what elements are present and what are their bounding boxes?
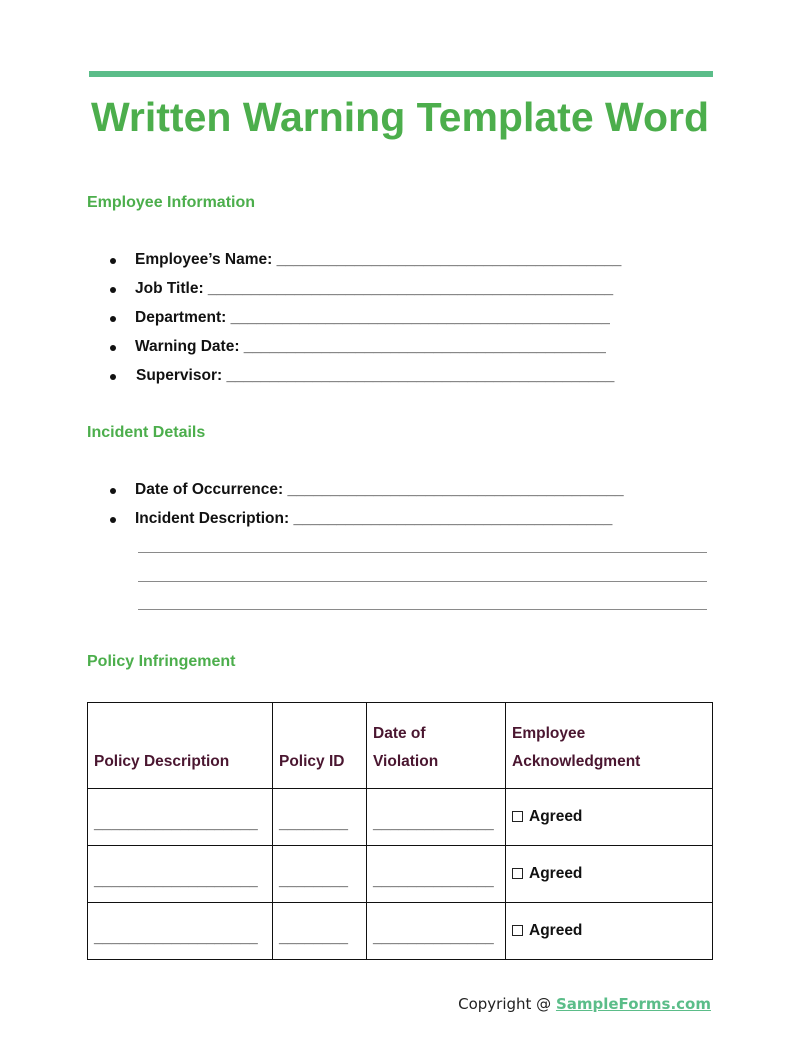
bullet-icon bbox=[110, 258, 116, 264]
cell-acknowledgment[interactable] bbox=[506, 903, 713, 960]
agreed-label: Agreed bbox=[529, 808, 583, 825]
description-line[interactable] bbox=[138, 552, 707, 553]
bullet-icon bbox=[110, 345, 116, 351]
section-heading-policy-infringement: Policy Infringement bbox=[87, 653, 236, 670]
bullet-icon bbox=[110, 287, 116, 293]
field-label: Incident Description: _____________________________________ bbox=[135, 510, 613, 527]
column-header-policy-description: Policy Description bbox=[88, 703, 273, 789]
checkbox-icon[interactable] bbox=[512, 868, 523, 879]
bullet-icon bbox=[110, 488, 116, 494]
table-row bbox=[88, 903, 713, 960]
cell-date-of-violation[interactable]: ______________ bbox=[367, 903, 506, 960]
table-row bbox=[88, 846, 713, 903]
document-title: Written Warning Template Word bbox=[90, 94, 710, 140]
cell-policy-description[interactable]: ___________________ bbox=[88, 789, 273, 846]
cell-policy-id[interactable]: ________ bbox=[273, 903, 367, 960]
policy-infringement-table bbox=[87, 702, 713, 960]
field-label: Job Title: _______________________________________________ bbox=[135, 280, 614, 297]
cell-date-of-violation[interactable]: ______________ bbox=[367, 789, 506, 846]
cell-acknowledgment[interactable] bbox=[506, 789, 713, 846]
checkbox-icon[interactable] bbox=[512, 925, 523, 936]
footer-copyright bbox=[458, 995, 711, 1013]
table-header-row bbox=[88, 703, 713, 789]
field-label: Date of Occurrence: _______________________________________ bbox=[135, 481, 624, 498]
bullet-icon bbox=[110, 374, 116, 380]
column-header-employee-acknowledgment bbox=[506, 703, 713, 789]
cell-policy-description[interactable]: ___________________ bbox=[88, 846, 273, 903]
field-label: Warning Date: __________________________________________ bbox=[135, 338, 606, 355]
description-line[interactable] bbox=[138, 581, 707, 582]
field-label: Employee’s Name: ________________________________________ bbox=[135, 251, 622, 268]
description-line[interactable] bbox=[138, 609, 707, 610]
copyright-text: Copyright @ bbox=[458, 995, 556, 1013]
cell-acknowledgment[interactable] bbox=[506, 846, 713, 903]
header-label: Employee Acknowledgment bbox=[512, 725, 641, 770]
cell-date-of-violation[interactable]: ______________ bbox=[367, 846, 506, 903]
header-label: Date of Violation bbox=[373, 725, 439, 770]
agreed-label: Agreed bbox=[529, 922, 583, 939]
agreed-label: Agreed bbox=[529, 865, 583, 882]
cell-policy-id[interactable]: ________ bbox=[273, 789, 367, 846]
header-accent-bar bbox=[89, 71, 713, 77]
bullet-icon bbox=[110, 316, 116, 322]
column-header-date-of-violation bbox=[367, 703, 506, 789]
cell-policy-description[interactable]: ___________________ bbox=[88, 903, 273, 960]
cell-policy-id[interactable]: ________ bbox=[273, 846, 367, 903]
checkbox-icon[interactable] bbox=[512, 811, 523, 822]
section-heading-employee-information: Employee Information bbox=[87, 194, 256, 211]
table-row bbox=[88, 789, 713, 846]
field-label: Department: ____________________________________________ bbox=[135, 309, 610, 326]
column-header-policy-id: Policy ID bbox=[273, 703, 367, 789]
section-heading-incident-details: Incident Details bbox=[87, 424, 206, 441]
field-label: Supervisor: _____________________________________________ bbox=[136, 367, 615, 384]
bullet-icon bbox=[110, 517, 116, 523]
sampleforms-link[interactable]: SampleForms.com bbox=[555, 995, 711, 1013]
